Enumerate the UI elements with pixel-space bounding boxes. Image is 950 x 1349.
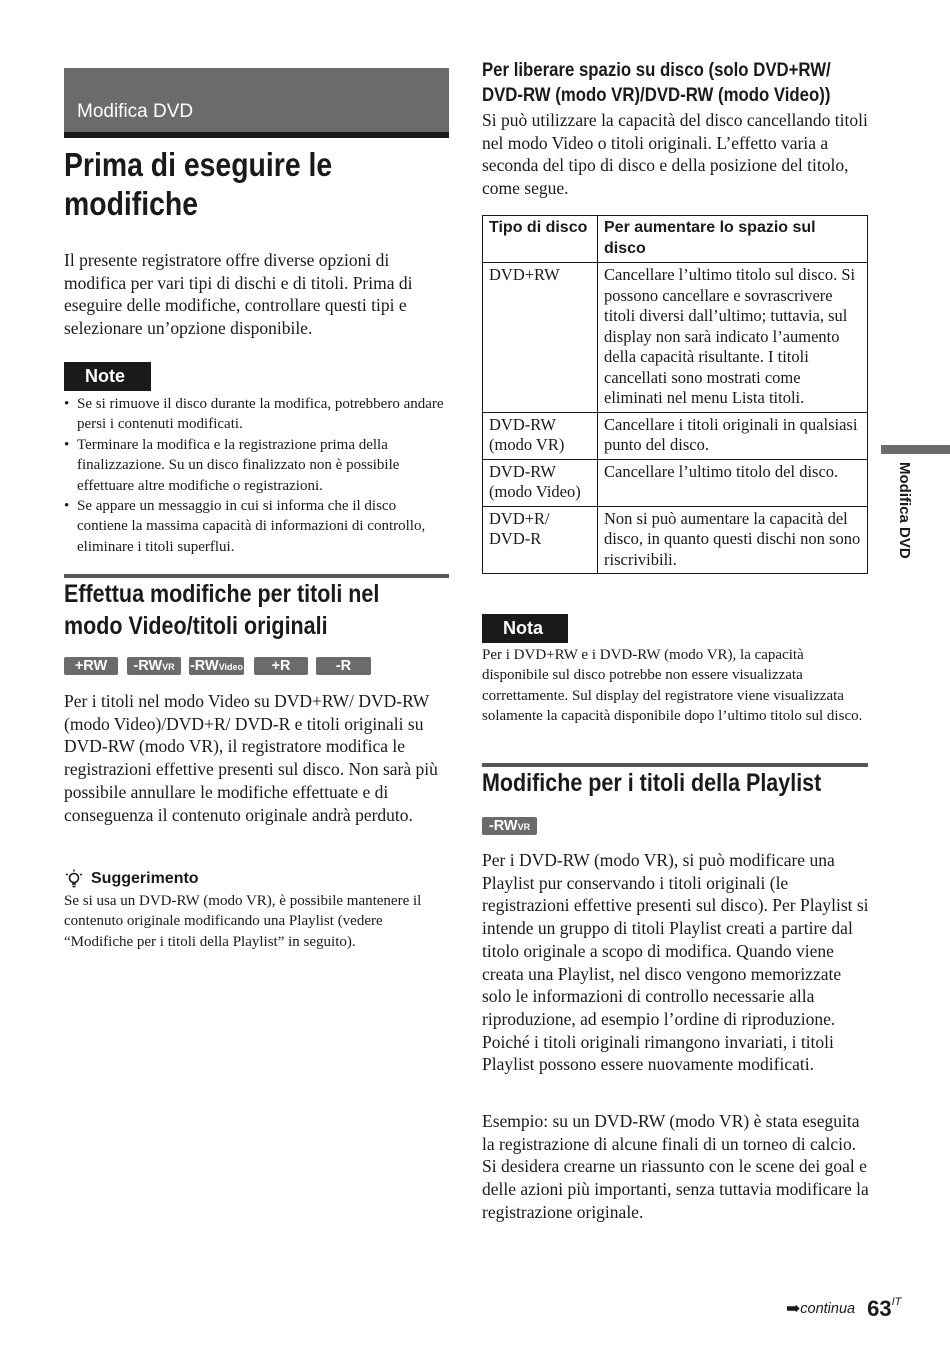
table-cell: DVD+RW xyxy=(483,263,598,413)
tip-label: Suggerimento xyxy=(91,870,199,887)
tip-header xyxy=(64,869,449,891)
playlist-paragraph-2: Esempio: su un DVD-RW (modo VR) è stata eseguita la registrazione di alcune finali di un torneo di calcio. Si desidera crearne un riassunto con le scene dei goal e delle azioni più importanti, senza tuttavia modificare la registrazione originale. xyxy=(482,1111,869,1222)
table-row xyxy=(483,506,868,574)
nota-text: Per i DVD+RW e i DVD-RW (modo VR), la capacità disponibile sul disco potrebbe non essere visualizzata correttamente. Sul display del registratore viene visualizzata solamente la capacità disponibile dopo l’ultimo titolo sul disco. xyxy=(482,647,863,725)
table-cell: Cancellare l’ultimo titolo sul disco. Si possono cancellare e sovrascrivere titoli diversi dall’ultimo; tuttavia, sul display non sarà indicato l’aumento della capacità risultante. I titoli cancellati sono mostrati come eliminati nel menu Lista titoli. xyxy=(598,263,868,413)
note-label: Note xyxy=(64,362,151,391)
tip-text: Se si usa un DVD-RW (modo VR), è possibile mantenere il contenuto originale modificando una Playlist (vedere “Modifiche per i titoli della Playlist” in seguito). xyxy=(64,893,422,950)
disc-table xyxy=(482,215,868,574)
free-space-heading: Per liberare spazio su disco (solo DVD+RW/ DVD-RW (modo VR)/DVD-RW (modo Video)) xyxy=(482,59,831,106)
badge-minus-r: -R xyxy=(316,657,371,675)
table-row xyxy=(483,412,868,459)
table-cell: Cancellare l’ultimo titolo del disco. xyxy=(598,459,868,506)
side-tab-label: Modifica DVD xyxy=(896,462,913,559)
list-item: • Se si rimuove il disco durante la modifica, potrebbero andare persi i contenuti modificati. xyxy=(64,394,449,435)
table-header: Per aumentare lo spazio sul disco xyxy=(598,216,868,263)
section-banner xyxy=(64,68,449,132)
section-paragraph: Per i titoli nel modo Video su DVD+RW/ DVD-RW (modo Video)/DVD+R/ DVD-R e titoli originali su DVD-RW (modo VR), il registratore modifica le registrazioni effettive presenti sul disco. Non sarà più possibile annullare le modifiche effettuate e di conseguenza il contenuto originale andrà perduto. xyxy=(64,691,438,825)
continue-label: continua xyxy=(800,1301,856,1317)
list-item: • Terminare la modifica e la registrazione prima della finalizzazione. Su un disco finalizzato non è possibile effettuare altre modifiche o registrazioni. xyxy=(64,435,449,496)
badge-minus-rw-video: -RWVideo xyxy=(189,658,244,674)
notes-list xyxy=(64,394,449,557)
badge-plus-r: +R xyxy=(254,657,308,675)
banner-rule xyxy=(64,132,449,138)
arrow-right-icon: ➡ xyxy=(786,1299,801,1318)
lightbulb-icon xyxy=(64,869,84,889)
table-row xyxy=(483,263,868,413)
table-cell: DVD+R/ DVD-R xyxy=(483,506,598,574)
table-cell: Cancellare i titoli originali in qualsiasi punto del disco. xyxy=(598,412,868,459)
list-item: • Se appare un messaggio in cui si informa che il disco contiene la massima capacità di informazioni di controllo, eliminare i titoli superflui. xyxy=(64,496,449,557)
nota-label: Nota xyxy=(482,614,568,643)
side-tab-bar xyxy=(881,445,950,454)
page-title: Prima di eseguire le modifiche xyxy=(64,146,333,222)
badge-minus-rw-vr: -RWVR xyxy=(127,657,181,675)
badge-minus-rw-vr: -RWVR xyxy=(482,817,537,835)
section-heading: Effettua modifiche per titoli nel modo Video/titoli originali xyxy=(64,580,380,640)
intro-paragraph: Il presente registratore offre diverse opzioni di modifica per vari tipi di dischi e di titoli. Prima di eseguire delle modifiche, controllare questi tipi e selezionare un’opzione disponibile. xyxy=(64,250,413,339)
page-suffix: IT xyxy=(891,1296,902,1308)
playlist-heading: Modifiche per i titoli della Playlist xyxy=(482,769,822,797)
playlist-paragraph-1: Per i DVD-RW (modo VR), si può modificare una Playlist pur conservando i titoli originali (le registrazioni effettive presenti sul disco). Per Playlist si intende un gruppo di titoli Playlist creati a partire dal titolo originale a scopo di modifica. Quando viene creata una Playlist, nel disco vengono memorizzate solo le informazioni di controllo necessarie alla riproduzione, ad esempio l’ordine di riproduzione. Poiché i titoli originali rimangono invariati, i titoli Playlist possono essere nuovamente modificati. xyxy=(482,850,869,1075)
table-header: Tipo di disco xyxy=(483,216,598,263)
table-cell: DVD-RW (modo VR) xyxy=(483,412,598,459)
section-banner-label: Modifica DVD xyxy=(77,101,194,122)
page-number: 63 xyxy=(867,1296,892,1321)
page-footer xyxy=(786,1296,936,1322)
disc-badges xyxy=(64,657,449,675)
table-row xyxy=(483,459,868,506)
free-space-paragraph: Si può utilizzare la capacità del disco cancellando titoli nel modo Video o titoli originali. L’effetto varia a seconda del tipo di disco e della posizione del titolo, come segue. xyxy=(482,110,868,199)
table-header-row xyxy=(483,216,868,263)
badge-plus-rw: +RW xyxy=(64,657,118,675)
table-cell: Non si può aumentare la capacità del disco, in quanto questi dischi non sono riscrivibili. xyxy=(598,506,868,574)
table-cell: DVD-RW (modo Video) xyxy=(483,459,598,506)
